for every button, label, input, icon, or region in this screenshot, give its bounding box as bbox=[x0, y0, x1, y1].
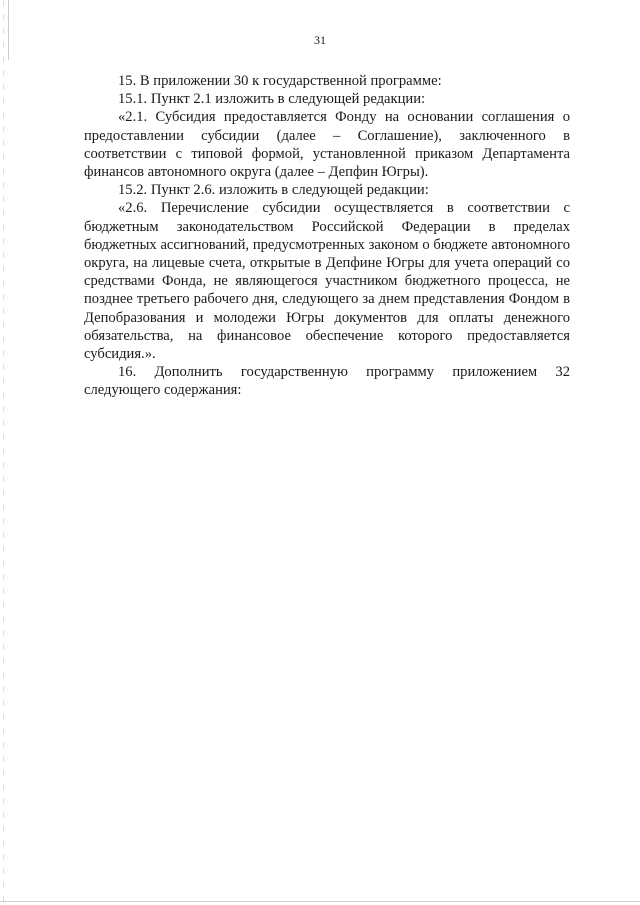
document-body bbox=[84, 72, 570, 400]
page-number: 31 bbox=[314, 33, 326, 47]
paragraph-item-15-2: 15.2. Пункт 2.6. изложить в следующей редакции: bbox=[118, 182, 429, 199]
scan-edge-bottom bbox=[0, 901, 640, 902]
scan-edge-mark bbox=[8, 0, 9, 60]
scan-edge-left bbox=[3, 0, 4, 905]
paragraph-item-16: 16. Дополнить государственную программу приложением 32 следующего содержания: bbox=[84, 364, 570, 399]
paragraph-quote-2-1: «2.1. Субсидия предоставляется Фонду на основании соглашения о предоставлении субсидии (далее – Соглашение), заключенного в соответствии с типовой формой, установленной приказом Департамента финансов автономного округа (далее – Депфин Югры). bbox=[84, 109, 570, 181]
paragraph-item-15: 15. В приложении 30 к государственной программе: bbox=[118, 73, 442, 89]
paragraph-quote-2-6: «2.6. Перечисление субсидии осуществляется в соответствии с бюджетным законодательством Российской Федерации в пределах бюджетных ассигнований, предусмотренных законом о бюджете автономного округа, на лицевые счета, открытые в Депфине Югры для учета операций со средствами Фонда, не являющегося участником бюджетного процесса, не позднее третьего рабочего дня, следующего за днем представления Фондом в Депобразования и молодежи Югры документов для оплаты денежного обязательства, на финансовое обеспечение которого предоставляется субсидия.». bbox=[84, 200, 570, 363]
paragraph-item-15-1: 15.1. Пункт 2.1 изложить в следующей редакции: bbox=[118, 91, 426, 108]
